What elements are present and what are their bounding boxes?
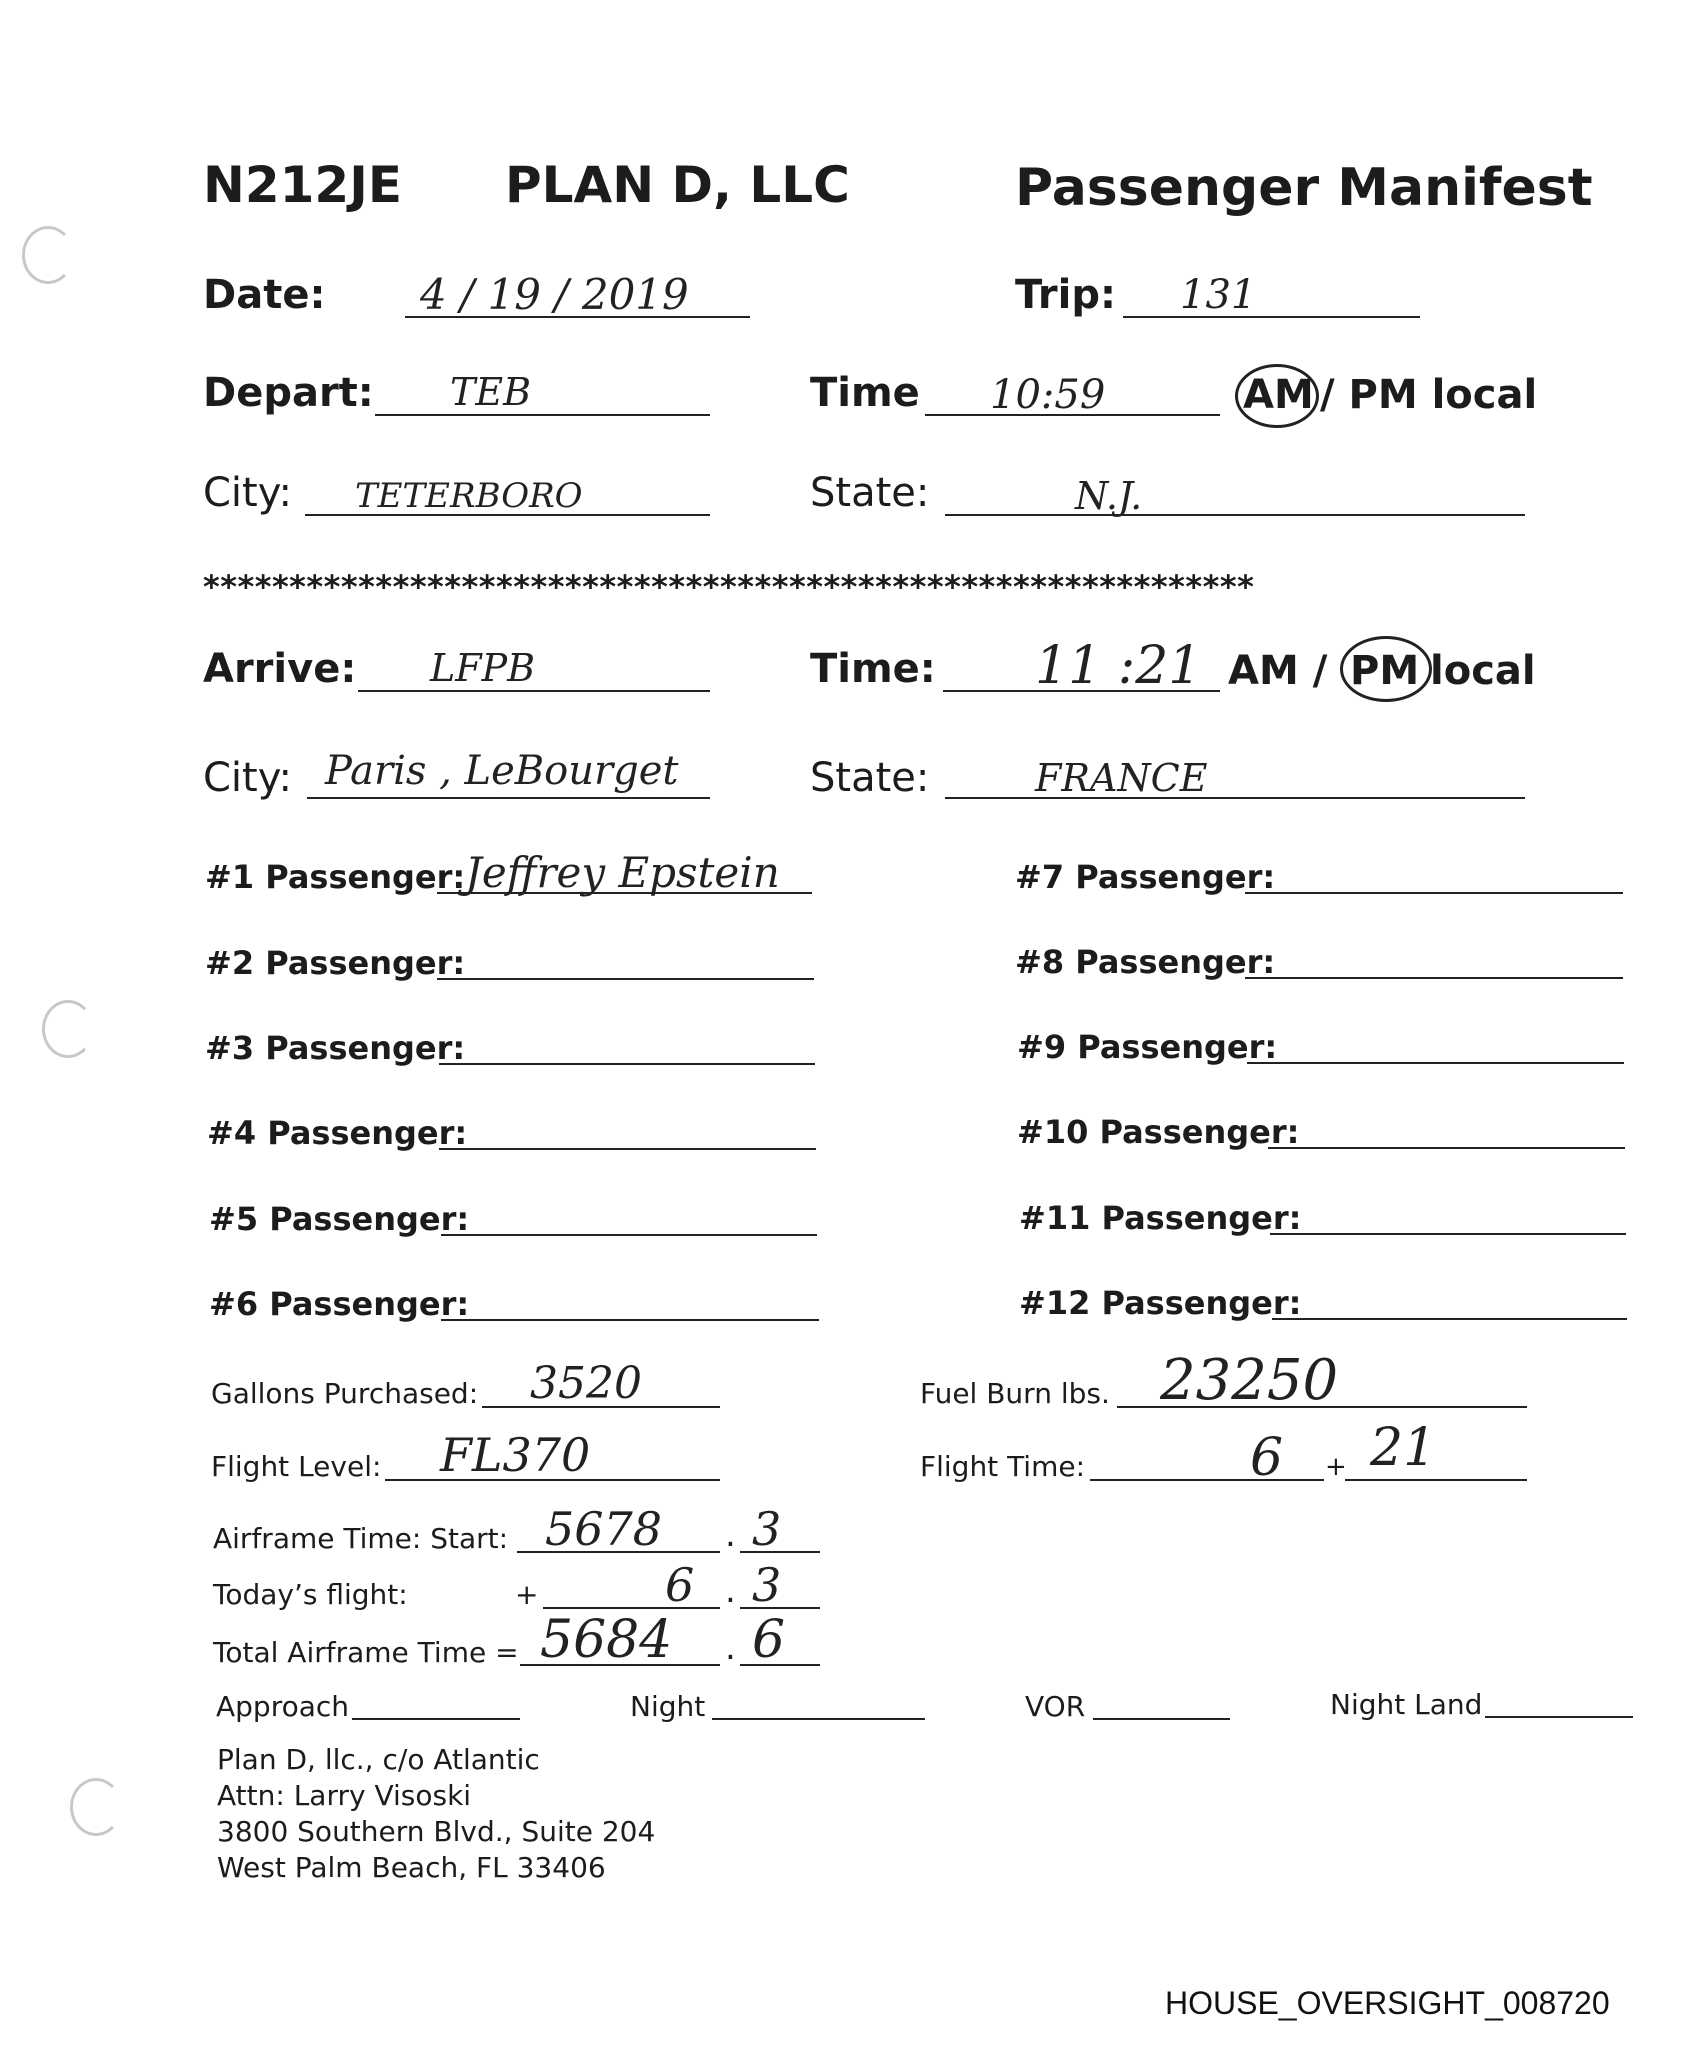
depart-city-value[interactable]: TETERBORO [355,476,583,516]
date-label: Date: [203,272,326,318]
passenger-10-line[interactable] [1268,1147,1625,1149]
depart-time-label: Time [810,370,920,416]
passenger-7-label: #7 Passenger: [1015,858,1276,896]
arrive-local-label: local [1430,648,1536,694]
passenger-10-label: #10 Passenger: [1017,1113,1300,1151]
company-name: PLAN D, LLC [505,156,850,214]
depart-state-value[interactable]: N.J. [1075,474,1143,518]
depart-city-label: City: [203,470,292,516]
depart-time-value[interactable]: 10:59 [990,372,1106,418]
arrive-pm-option[interactable]: PM [1350,648,1420,694]
document-title: Passenger Manifest [1015,158,1593,218]
passenger-1-label: #1 Passenger: [205,858,466,896]
flight-level-label: Flight Level: [211,1450,382,1483]
passenger-4-line[interactable] [439,1148,816,1150]
passenger-12-line[interactable] [1272,1318,1627,1320]
total-airframe-whole[interactable]: 5684 [540,1610,673,1670]
night-land-line[interactable] [1485,1716,1633,1718]
depart-am-option[interactable]: AM [1243,372,1314,418]
flight-time-plus: + [1325,1452,1347,1482]
address-line-2: Attn: Larry Visoski [217,1779,472,1812]
aircraft-tail-number: N212JE [203,156,402,214]
address-line-4: West Palm Beach, FL 33406 [217,1851,606,1884]
todays-flight-plus: + [515,1578,539,1611]
arrive-time-label: Time: [810,646,936,692]
depart-pm-local-label: / PM local [1320,372,1538,418]
passenger-4-label: #4 Passenger: [207,1114,468,1152]
arrive-value[interactable]: LFPB [430,646,536,690]
depart-state-line [945,514,1525,516]
todays-flight-dot: . [725,1571,736,1611]
flight-time-minutes-line [1345,1479,1527,1481]
flight-time-hours-line [1090,1479,1324,1481]
airframe-start-whole[interactable]: 5678 [545,1502,663,1556]
bates-number: HOUSE_OVERSIGHT_008720 [1165,1985,1610,2021]
depart-value[interactable]: TEB [450,370,532,414]
date-value[interactable]: 4 / 19 / 2019 [420,270,689,319]
arrive-city-label: City: [203,755,292,801]
trip-label: Trip: [1015,272,1116,318]
flight-time-label: Flight Time: [920,1450,1086,1483]
trip-value[interactable]: 131 [1180,272,1257,318]
approach-label: Approach [216,1690,350,1723]
address-line-1: Plan D, llc., c/o Atlantic [217,1743,540,1776]
fuel-burn-value[interactable]: 23250 [1160,1348,1339,1413]
flight-time-minutes[interactable]: 21 [1370,1418,1437,1478]
passenger-12-label: #12 Passenger: [1019,1284,1302,1322]
passenger-9-label: #9 Passenger: [1017,1028,1278,1066]
total-airframe-dot: . [725,1628,736,1668]
depart-label: Depart: [203,370,374,416]
depart-state-label: State: [810,470,930,516]
airframe-start-label: Airframe Time: Start: [213,1522,509,1555]
arrive-state-value[interactable]: FRANCE [1035,756,1208,800]
todays-flight-tenths[interactable]: 3 [752,1558,782,1612]
passenger-2-line[interactable] [437,978,814,980]
arrive-line [358,690,710,692]
section-separator: ************************************************************* [203,568,1255,606]
depart-line [375,414,710,416]
trip-line [1123,316,1420,318]
passenger-5-line[interactable] [441,1234,817,1236]
passenger-11-line[interactable] [1270,1233,1626,1235]
airframe-start-tenths[interactable]: 3 [752,1502,782,1556]
passenger-2-label: #2 Passenger: [205,944,466,982]
todays-flight-label: Today’s flight: [213,1578,408,1611]
passenger-5-label: #5 Passenger: [209,1200,470,1238]
passenger-3-label: #3 Passenger: [205,1029,466,1067]
total-airframe-tenths[interactable]: 6 [752,1610,786,1670]
flight-time-hours[interactable]: 6 [1250,1428,1284,1488]
night-label: Night [630,1690,706,1723]
passenger-3-line[interactable] [439,1063,815,1065]
vor-line[interactable] [1093,1718,1230,1720]
arrive-time-value[interactable]: 11 :21 [1035,636,1202,696]
todays-flight-whole[interactable]: 6 [665,1558,695,1612]
passenger-6-label: #6 Passenger: [209,1285,470,1323]
approach-line[interactable] [352,1718,520,1720]
flight-level-value[interactable]: FL370 [440,1428,591,1482]
passenger-8-label: #8 Passenger: [1015,943,1276,981]
passenger-9-line[interactable] [1247,1062,1624,1064]
arrive-am-label: AM / [1228,648,1328,694]
passenger-8-line[interactable] [1245,977,1623,979]
arrive-state-label: State: [810,755,930,801]
airframe-start-dot: . [725,1515,736,1555]
arrive-label: Arrive: [203,646,357,692]
binder-hole-bottom [70,1778,122,1836]
night-line[interactable] [712,1718,925,1720]
passenger-7-line[interactable] [1245,892,1623,894]
arrive-state-line [945,797,1525,799]
gallons-purchased-value[interactable]: 3520 [530,1358,642,1409]
total-airframe-label: Total Airframe Time = [213,1636,519,1669]
arrive-city-value[interactable]: Paris , LeBourget [325,748,679,794]
vor-label: VOR [1025,1690,1086,1723]
passenger-1-value[interactable]: Jeffrey Epstein [465,848,780,897]
arrive-city-line [307,797,710,799]
fuel-burn-label: Fuel Burn lbs. [920,1377,1110,1410]
night-land-label: Night Land [1330,1688,1483,1721]
passenger-6-line[interactable] [441,1319,819,1321]
binder-hole-top [22,226,74,284]
passenger-11-label: #11 Passenger: [1019,1199,1302,1237]
address-line-3: 3800 Southern Blvd., Suite 204 [217,1815,656,1848]
gallons-purchased-label: Gallons Purchased: [211,1377,479,1410]
binder-hole-middle [42,1000,94,1058]
